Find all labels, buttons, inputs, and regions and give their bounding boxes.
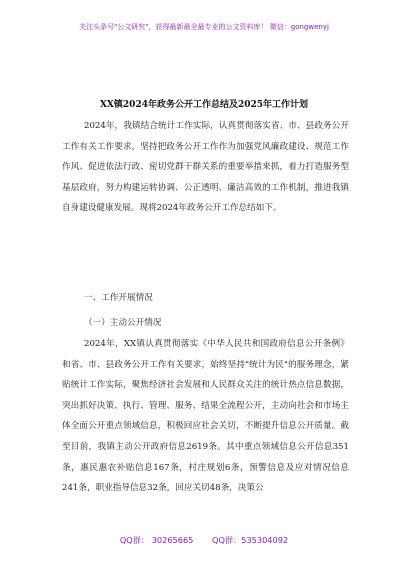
- section-heading: 一、工作开展情况: [84, 293, 153, 303]
- document-title: XX镇2024年政务公开工作总结及2025年工作计划: [99, 100, 309, 110]
- footer: [0, 535, 408, 546]
- paragraph-text: 2024年，XX镇认真贯彻落实《中华人民共和国政府信息公开条例》和省、市、县政务公开工作有关要求，始终坚持"统计为民"的服务理念，紧贴统计工作实际，聚焦经济社会发展和人民群众关注的统计热点信息数据，突出抓好决策、执行、管理、服务、结果全流程公开，主动向社会和市场主体全面公开重点领域信息，积极回应社会关切，不断提升信息公开质量。截至目前，我镇主动公开政府信息2619条。其中重点领域信息公开信息351条，惠民惠农补贴信息167条，村庄规划6条，预警信息及应对情况信息241条，职业指导信息32条，回应关切48条，决策公: [62, 339, 349, 494]
- body-paragraph: [62, 334, 349, 499]
- paragraph-text: 2024年，我镇结合统计工作实际，认真贯彻落实省、市、县政务公开工作有关工作要求，坚持把政务公开工作作为加强党风廉政建设、规范工作作风、促进依法行政、密切党群干群关系的重要举措来抓，着力打造服务型基层政府，努力构建运转协调、公正透明、廉洁高效的工作机制，推进我镇自身建设健康发展。现将2024年政务公开工作总结如下。: [62, 121, 349, 214]
- footer-qq-group: QQ群： 30265665: [119, 535, 194, 545]
- subsection-heading: （一）主动公开情况: [84, 318, 162, 328]
- header-banner: 关注头条号"公文研究"，获得最新最全最专业的公文资料库！ 微信：gongwenyj: [79, 23, 329, 31]
- body-paragraph: [62, 116, 349, 219]
- footer-qq-group: QQ群：535304092: [212, 535, 289, 545]
